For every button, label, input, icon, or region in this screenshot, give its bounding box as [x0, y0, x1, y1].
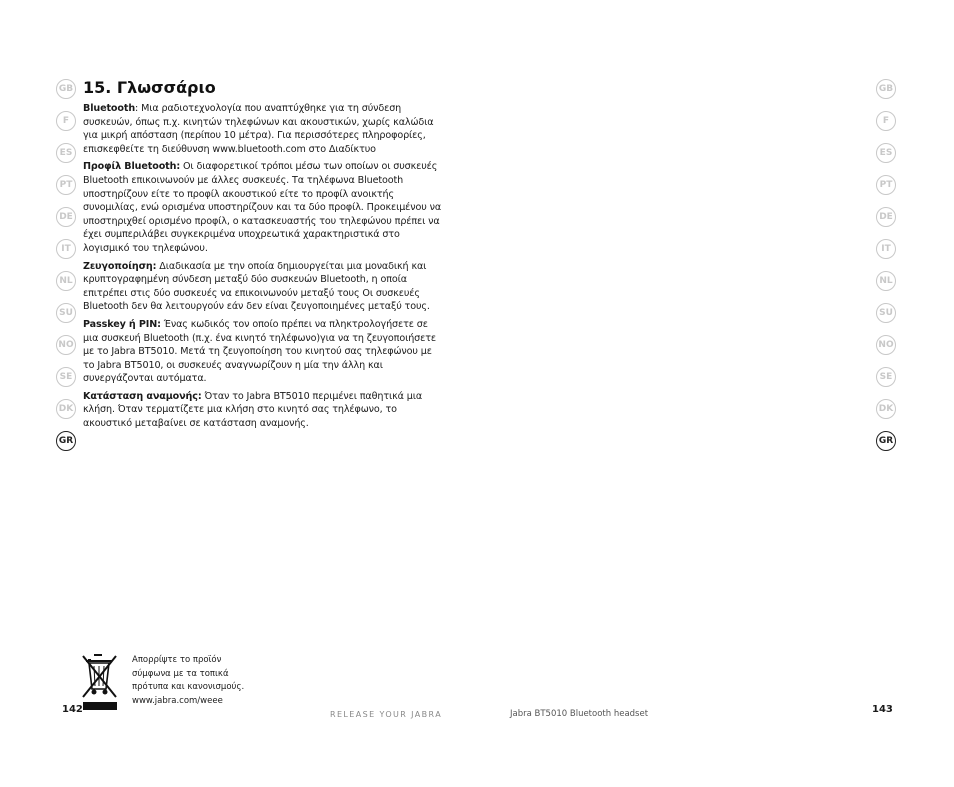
language-badge-f: F — [876, 111, 896, 131]
weee-link[interactable]: www.jabra.com/weee — [132, 695, 223, 706]
weee-line: πρότυπα και κανονισμούς. — [132, 682, 245, 692]
language-badge-su: SU — [876, 303, 896, 323]
language-badge-nl: NL — [876, 271, 896, 291]
weee-disposal-note — [132, 654, 244, 708]
language-badge-it: IT — [876, 239, 896, 259]
language-badge-es: ES — [876, 143, 896, 163]
glossary-term: Ζευγοποίηση: — [83, 260, 157, 272]
weee-line: σύμφωνα με τα τοπικά — [132, 668, 229, 679]
glossary-term: Προφίλ Bluetooth: — [83, 161, 181, 173]
page-number-left: 142 — [62, 704, 83, 715]
language-badge-gb: GB — [876, 79, 896, 99]
language-badge-nl: NL — [56, 271, 76, 291]
glossary-entry — [83, 160, 443, 255]
glossary-definition: Μια ραδιοτεχνολογία που αναπτύχθηκε για τη σύνδεση συσκευών, όπως π.χ. κινητών τηλεφώνων και ακουστικών, χωρίς καλώδια για μικρή απόσταση (περίπου 10 μέτρα). Για περισσότερες πληροφορίες, επισκεφθείτε τη διεύθυνση www.bluetooth.com στο Διαδίκτυο — [83, 103, 434, 155]
section-title: 15. Γλωσσάριο — [83, 78, 216, 97]
footer-product-name: Jabra BT5010 Bluetooth headset — [510, 709, 649, 719]
language-badge-es: ES — [56, 143, 76, 163]
glossary-list — [83, 102, 443, 435]
glossary-separator: : — [135, 103, 142, 114]
language-badge-de: DE — [876, 207, 896, 227]
crossed-out-wheelie-bin-icon — [82, 653, 118, 711]
glossary-term: Bluetooth — [83, 103, 136, 114]
language-badge-it: IT — [56, 239, 76, 259]
language-badge-no: NO — [876, 335, 896, 355]
language-badge-se: SE — [876, 367, 896, 387]
glossary-term: Κατάσταση αναμονής: — [83, 390, 202, 402]
glossary-entry — [83, 318, 443, 386]
language-badge-no: NO — [56, 335, 76, 355]
footer-brand-tagline: RELEASE YOUR JABRA — [330, 710, 443, 719]
language-badge-se: SE — [56, 367, 76, 387]
language-badge-dk: DK — [56, 399, 76, 419]
glossary-term: Passkey ή PIN: — [83, 318, 161, 330]
language-badge-gr: GR — [876, 431, 896, 451]
glossary-entry — [83, 102, 443, 156]
language-badge-dk: DK — [876, 399, 896, 419]
language-badge-f: F — [56, 111, 76, 131]
language-badge-gb: GB — [56, 79, 76, 99]
glossary-definition: Όταν το Jabra BT5010 περιμένει παθητικά μια κλήση. Όταν τερματίζετε μια κλήση στο κινητό σας τηλέφωνο, το ακουστικό μεταβαίνει σε κατάσταση αναμονής. — [83, 390, 423, 430]
language-index-right — [876, 79, 898, 463]
glossary-entry — [83, 390, 443, 431]
language-badge-su: SU — [56, 303, 76, 323]
language-badge-pt: PT — [876, 175, 896, 195]
glossary-definition: Ένας κωδικός τον οποίο πρέπει να πληκτρολογήσετε σε μια συσκευή Bluetooth (π.χ. ένα κινητό τηλέφωνο)για να τη ζευγοποιήσετε με το Jabra BT5010. Μετά τη ζευγοποίηση του κινητού σας τηλεφώνου με το Jabra BT5010, οι συσκευές αναγνωρίζουν η μία την άλλη και συνεργάζονται αυτόματα. — [83, 318, 436, 385]
language-badge-de: DE — [56, 207, 76, 227]
language-index-left — [56, 79, 78, 463]
glossary-definition: Διαδικασία με την οποία δημιουργείται μια μοναδική και κρυπτογραφημένη σύνδεση μεταξύ δύο συσκευών Bluetooth, η οποία επιτρέπει στις δύο συσκευές να επικοινωνούν μεταξύ τους Οι συσκευές Bluetooth δεν θα λειτουργούν εάν δεν είναι ζευγοποιημένες μεταξύ τους. — [83, 260, 430, 313]
glossary-entry — [83, 260, 443, 314]
weee-line: Απορρίψτε το προϊόν — [132, 655, 222, 665]
glossary-definition: Οι διαφορετικοί τρόποι μέσω των οποίων οι συσκευές Bluetooth επικοινωνούν με άλλες συσκευές. Τα τηλέφωνα Bluetooth υποστηρίζουν είτε το προφίλ ακουστικού είτε το προφίλ ανοικτής συνομιλίας, ενώ ορισμένα υποστηρίζουν και τα δύο προφίλ. Προκειμένου να υποστηριχθεί ορισμένο προφίλ, ο κατασκευαστής του τηλεφώνου πρέπει να έχει συμπεριλάβει συγκεκριμένα υποχρεωτικά χαρακτηριστικά στο λογισμικό του τηλεφώνου. — [83, 161, 442, 254]
page-number-right: 143 — [872, 704, 893, 715]
language-badge-gr: GR — [56, 431, 76, 451]
language-badge-pt: PT — [56, 175, 76, 195]
